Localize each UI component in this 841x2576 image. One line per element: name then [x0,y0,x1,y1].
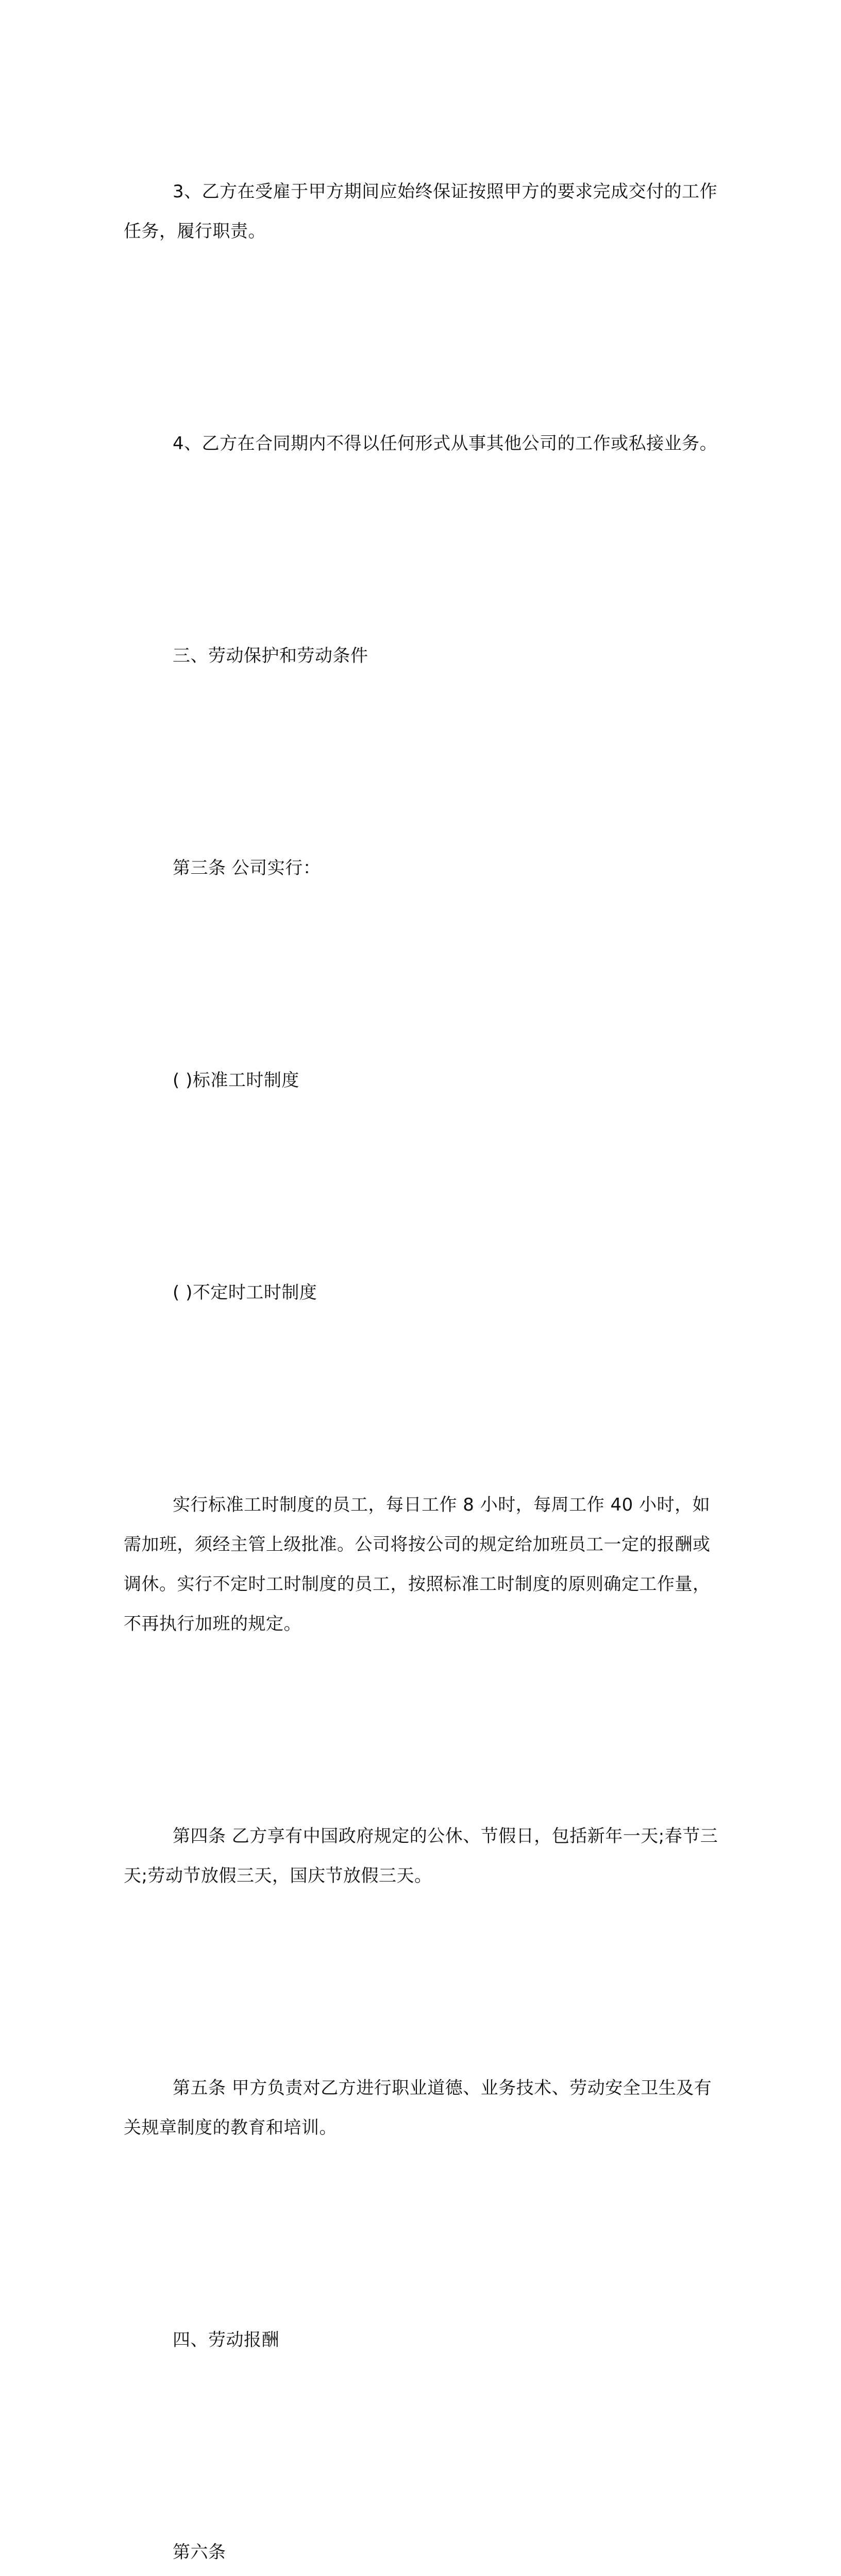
paragraph-clause-3: 3、乙方在受雇于甲方期间应始终保证按照甲方的要求完成交付的工作任务，履行职责。 [124,181,718,242]
article-4-holidays: 第四条 乙方享有中国政府规定的公休、节假日，包括新年一天;春节三天;劳动节放假三天，国庆节放假三天。 [124,1826,718,1886]
option-standard-hours: ( )标准工时制度 [173,1070,299,1091]
article-5-training: 第五条 甲方负责对乙方进行职业道德、业务技术、劳动安全卫生及有关规章制度的教育和培训。 [124,2078,712,2138]
paragraph-working-hours: 实行标准工时制度的员工，每日工作 8 小时，每周工作 40 小时，如需加班，须经主管上级批准。公司将按公司的规定给加班员工一定的报酬或调休。实行不定时工时制度的员工，按照标准工时制度的原则确定工作量，不再执行加班的规定。 [124,1495,711,1634]
article-3-heading: 第三条 公司实行： [173,858,321,878]
section-heading-remuneration: 四、劳动报酬 [173,2330,279,2350]
section-heading-labor-protection: 三、劳动保护和劳动条件 [173,646,368,666]
paragraph-clause-4: 4、乙方在合同期内不得以任何形式从事其他公司的工作或私接业务。 [173,433,718,454]
article-6-heading: 第六条 [173,2542,226,2563]
option-flexible-hours: ( )不定时工时制度 [173,1282,317,1303]
document-body [124,93,724,2576]
